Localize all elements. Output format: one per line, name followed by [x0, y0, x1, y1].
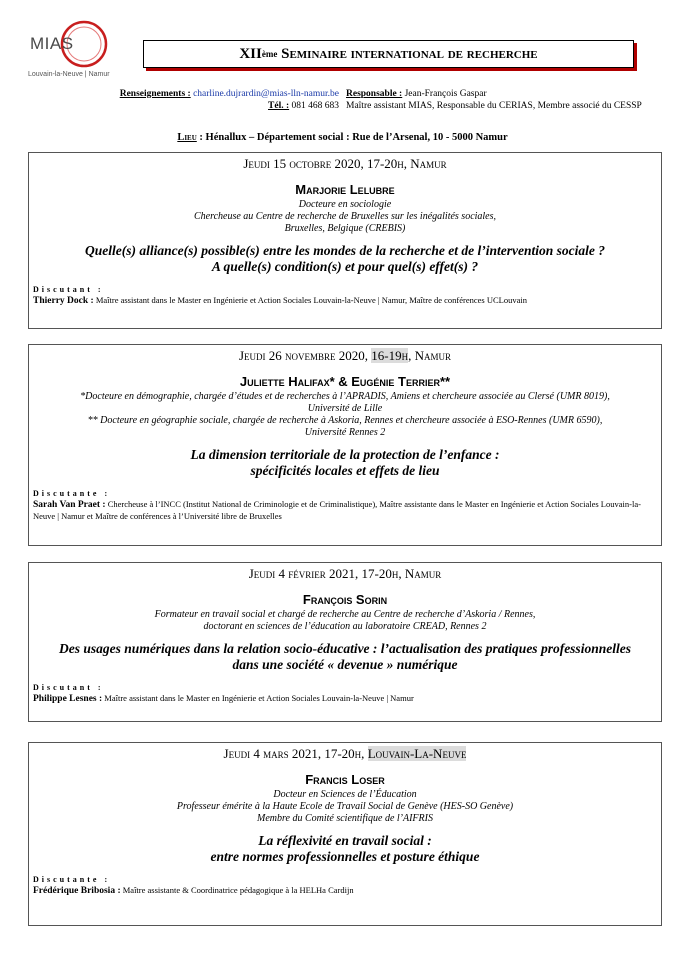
speaker-name: Marjorie Lelubre — [295, 182, 395, 197]
title-rest: Seminaire international de recherche — [281, 45, 538, 62]
session-topic — [29, 243, 661, 275]
discussant-name: Sarah Van Praet : — [33, 500, 106, 510]
discussant-role: Maître assistant dans le Master en Ingénierie et Action Sociales Louvain-la-Neuve | Namur, Maître de conférences UCLouvain — [93, 295, 527, 305]
speaker-description — [29, 391, 661, 439]
email-link[interactable]: charline.dujrardin@mias-lln-namur.be — [193, 89, 339, 99]
page-title — [143, 40, 634, 68]
tel-label: Tél. : — [268, 101, 290, 111]
discussant-name: Frédérique Bribosia : — [33, 886, 121, 896]
venue — [0, 132, 685, 143]
desc-line: Membre du Comité scientifique de l’AIFRIS — [257, 813, 433, 824]
session-card — [28, 562, 662, 722]
logo-subtitle: Louvain-la-Neuve | Namur — [28, 71, 110, 78]
date-highlight: Louvain-La-Neuve — [367, 746, 467, 761]
session-date — [29, 348, 661, 364]
date-text: , Namur — [408, 348, 452, 363]
desc-line: Docteur en Sciences de l’Éducation — [273, 789, 417, 800]
date-text: Jeudi 4 mars 2021, 17-20h, — [223, 746, 368, 761]
title-sup: ème — [261, 49, 278, 59]
discussant-info — [33, 295, 657, 307]
responsable-info — [346, 88, 676, 112]
session-topic — [29, 447, 661, 479]
speaker-description — [29, 199, 661, 235]
title-prefix: XII — [239, 45, 262, 62]
session-card — [28, 742, 662, 926]
venue-text: : Hénallux – Département social : Rue de l’Arsenal, 10 - 5000 Namur — [199, 132, 508, 143]
topic-line: A quelle(s) condition(s) et pour quel(s) effet(s) ? — [211, 259, 479, 274]
topic-line: dans une société « devenue » numérique — [232, 657, 458, 672]
desc-line: Chercheuse au Centre de recherche de Bruxelles sur les inégalités sociales, — [193, 211, 497, 222]
discussant-label: Discutante : — [33, 489, 111, 498]
topic-line: spécificités locales et effets de lieu — [250, 463, 440, 478]
desc-line: Bruxelles, Belgique (CREBIS) — [284, 223, 406, 234]
mias-logo — [24, 18, 144, 88]
tel-value: 081 468 683 — [291, 101, 339, 111]
session-topic — [29, 641, 661, 673]
discussant-info — [33, 885, 657, 897]
desc-line: ** Docteure en géographie sociale, chargée de recherche à Askoria, Rennes et chercheure associée à ESO-Rennes (UMR 6590), — [87, 415, 603, 426]
venue-label: Lieu — [177, 132, 197, 143]
session-card — [28, 152, 662, 329]
desc-line: Université Rennes 2 — [304, 427, 386, 438]
session-card — [28, 344, 662, 546]
topic-line: Quelle(s) alliance(s) possible(s) entre les mondes de la recherche et de l’intervention sociale ? — [84, 243, 606, 258]
discussant-name: Philippe Lesnes : — [33, 694, 103, 704]
speaker-description — [29, 789, 661, 825]
speaker-name: Juliette Halifax* & Eugénie Terrier** — [239, 374, 451, 389]
desc-line: Formateur en travail social et chargé de recherche au Centre de recherche d’Askoria / Rennes, — [154, 609, 536, 620]
date-text: Jeudi 26 novembre 2020, — [238, 348, 372, 363]
discussant-role: Chercheuse à l’INCC (Institut National de Criminologie et de Criminalistique), Maître assistante dans le Master en Ingénierie et Action Sociales Louvain-la-Neuve | Namur et Maître de conférences à l’Université libre de Bruxelles — [33, 499, 641, 521]
topic-line: entre normes professionnelles et posture éthique — [210, 849, 480, 864]
discussant-name: Thierry Dock : — [33, 296, 94, 306]
session-date: Jeudi 4 février 2021, 17-20h, Namur — [248, 566, 442, 581]
discussant-role: Maître assistant dans le Master en Ingénierie et Action Sociales Louvain-la-Neuve | Namur — [102, 693, 414, 703]
renseignements-label: Renseignements : — [119, 89, 191, 99]
responsable-role: Maître assistant MIAS, Responsable du CERIAS, Membre associé du CESSP — [346, 101, 642, 111]
topic-line: La réflexivité en travail social : — [258, 833, 432, 848]
session-date — [29, 746, 661, 762]
discussant-info — [33, 693, 657, 705]
date-highlight: 16-19h — [371, 348, 409, 363]
speaker-name: François Sorin — [302, 592, 388, 607]
discussant-label: Discutant : — [33, 683, 104, 692]
discussant-label: Discutante : — [33, 875, 111, 884]
discussant-role: Maître assistante & Coordinatrice pédagogique à la HELHa Cardijn — [120, 885, 354, 895]
responsable-name: Jean-François Gaspar — [404, 89, 487, 99]
desc-line: Professeur émérite à la Haute Ecole de Travail Social de Genève (HES-SO Genève) — [176, 801, 514, 812]
desc-line: *Docteure en démographie, chargée d’études et de recherches à l’APRADIS, Amiens et chercheure associée au Clersé (UMR 8019), — [80, 391, 610, 402]
topic-line: La dimension territoriale de la protection de l’enfance : — [190, 447, 500, 462]
desc-line: Docteure en sociologie — [298, 199, 392, 210]
speaker-description — [29, 609, 661, 633]
speaker-name: Francis Loser — [305, 772, 385, 787]
logo-text: MIAS — [30, 34, 74, 53]
desc-line: doctorant en sciences de l’éducation au laboratoire CREAD, Rennes 2 — [203, 621, 487, 632]
desc-line: Université de Lille — [307, 403, 383, 414]
session-date: Jeudi 15 octobre 2020, 17-20h, Namur — [243, 156, 447, 171]
topic-line: Des usages numériques dans la relation socio-éducative : l’actualisation des pratiques professionnelles — [59, 641, 631, 656]
discussant-label: Discutant : — [33, 285, 104, 294]
responsable-label: Responsable : — [346, 89, 403, 99]
discussant-info — [33, 499, 657, 522]
contact-info — [116, 88, 339, 112]
session-topic — [29, 833, 661, 865]
